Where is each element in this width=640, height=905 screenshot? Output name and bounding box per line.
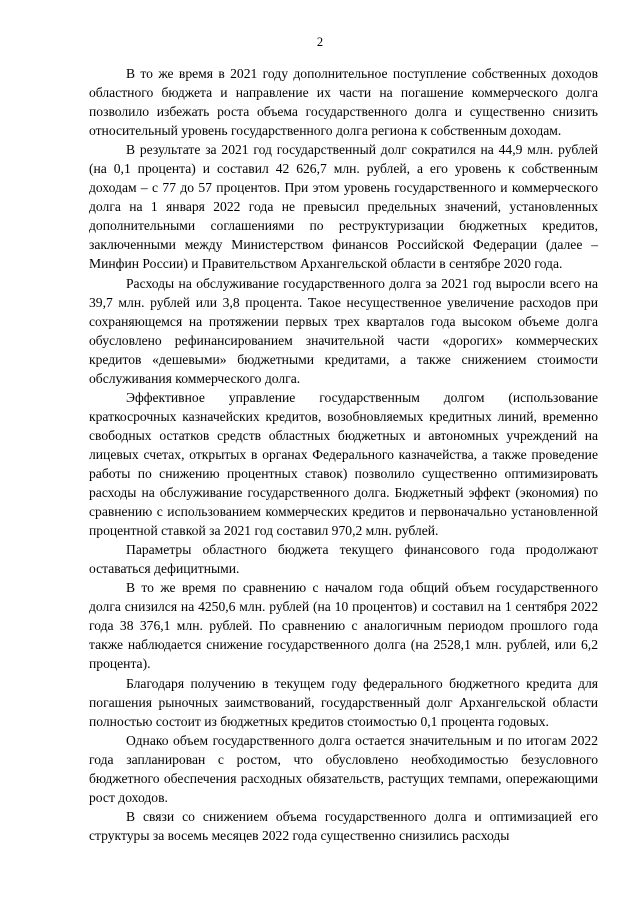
- paragraph-2: В результате за 2021 год государственный долг сократился на 44,9 млн. рублей (на 0,1 процента) и составил 42 626,7 млн. рублей, а его уровень к собственным доходам – с 77 до 57 процентов. При этом уровень государственного и коммерческого долга на 1 января 2022 года не превысил предельных значений, установленных дополнительными соглашениями по реструктуризации бюджетных кредитов, заключенными между Министерством финансов Российской Федерации (далее – Минфин России) и Правительством Архангельской области в сентябре 2020 года.: [89, 142, 598, 272]
- paragraph-9: В связи со снижением объема государственного долга и оптимизацией его структуры за восемь месяцев 2022 года существенно снизились расходы: [89, 808, 598, 843]
- paragraph-6: В то же время по сравнению с началом года общий объем государственного долга снизился на 4250,6 млн. рублей (на 10 процентов) и составил на 1 сентября 2022 года 38 376,1 млн. рублей. По сравнению с аналогичным периодом прошлого года также наблюдается снижение государственного долга (на 2528,1 млн. рублей, или 6,2 процента).: [89, 580, 598, 672]
- paragraph-3: Расходы на обслуживание государственного долга за 2021 год выросли всего на 39,7 млн. рублей или 3,8 процента. Такое несущественное увеличение расходов при сохраняющемся на протяжении первых трех кварталов года высоком объеме долга обусловлено рефинансированием значительной части «дорогих» коммерческих кредитов «дешевыми» бюджетными кредитами, а также снижением стоимости обслуживания коммерческого долга.: [89, 275, 598, 386]
- page-number: 2: [316, 35, 324, 49]
- document-body: [89, 64, 598, 845]
- paragraph-8: Однако объем государственного долга остается значительным и по итогам 2022 года запланирован с ростом, что обусловлено необходимостью безусловного бюджетного обеспечения расходных обязательств, растущих темпами, опережающими рост доходов.: [89, 732, 598, 805]
- paragraph-4: Эффективное управление государственным долгом (использование краткосрочных казначейских кредитов, возобновляемых кредитных линий, временно свободных остатков средств областных бюджетных и автономных учреждений на лицевых счетах, открытых в органах Федерального казначейства, а также проведение работы по снижению процентных ставок) позволило существенно оптимизировать расходы на обслуживание государственного долга. Бюджетный эффект (экономия) по сравнению с использованием коммерческих кредитов и первоначально установленной процентной ставкой за 2021 год составил 970,2 млн. рублей.: [89, 389, 598, 539]
- paragraph-5: Параметры областного бюджета текущего финансового года продолжают оставаться дефицитными.: [89, 542, 598, 577]
- paragraph-1: В то же время в 2021 году дополнительное поступление собственных доходов областного бюджета и направление их части на погашение коммерческого долга позволило избежать роста объема государственного долга и существенно снизить относительный уровень государственного долга региона к собственным доходам.: [89, 66, 598, 139]
- paragraph-7: Благодаря получению в текущем году федерального бюджетного кредита для погашения рыночных заимствований, государственный долг Архангельской области полностью состоит из бюджетных кредитов стоимостью 0,1 процента годовых.: [89, 675, 598, 729]
